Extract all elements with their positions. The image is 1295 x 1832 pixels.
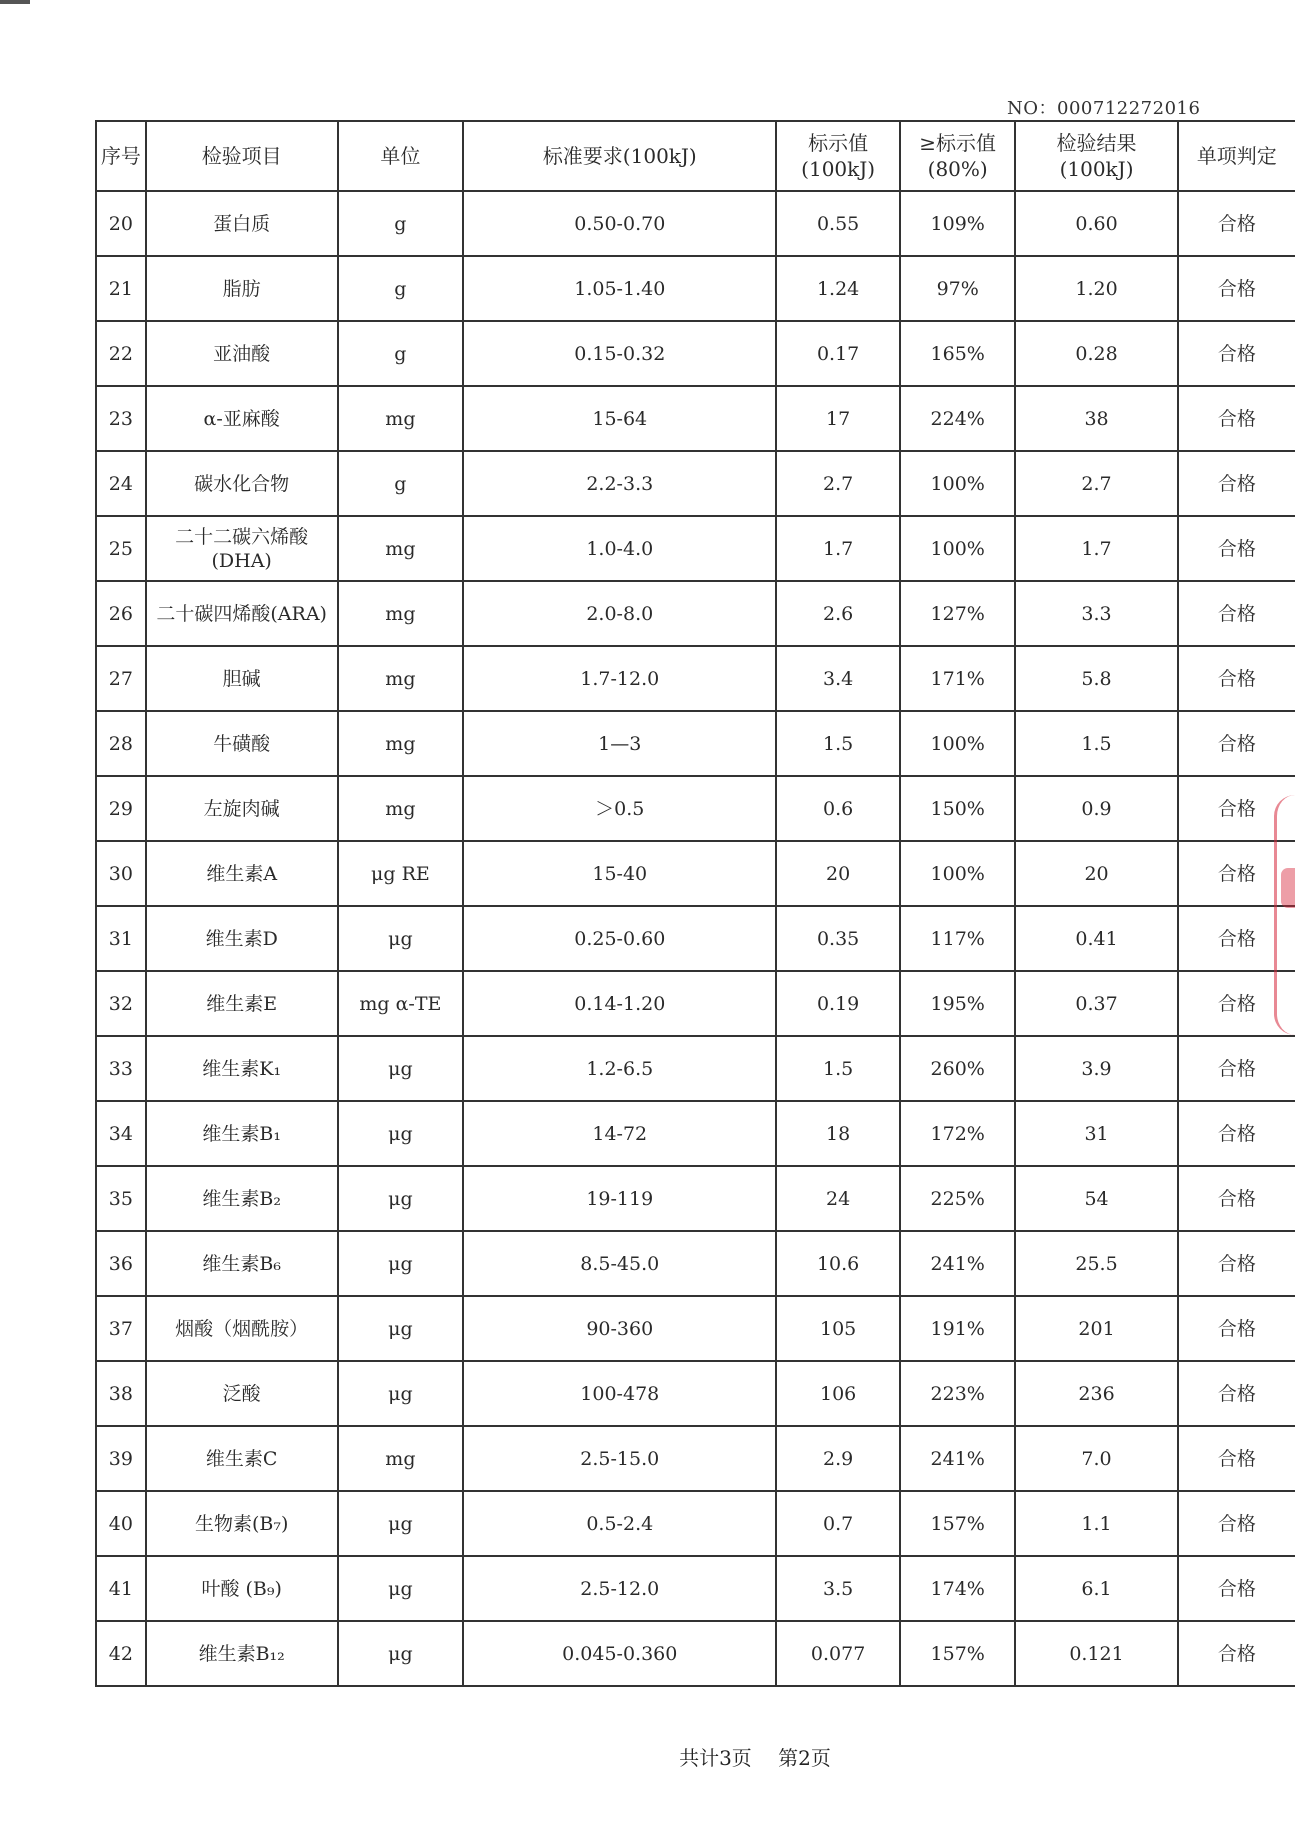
cell-verdict: 合格 [1178,451,1295,516]
cell-item: 牛磺酸 [146,711,338,776]
cell-result: 1.1 [1015,1491,1177,1556]
cell-result: 0.121 [1015,1621,1177,1686]
table-row [96,516,1295,581]
cell-ratio: 109% [900,191,1016,256]
cell-result: 38 [1015,386,1177,451]
table-row [96,1556,1295,1621]
cell-standard: 0.25-0.60 [463,906,776,971]
cell-ratio: 260% [900,1036,1016,1101]
cell-verdict: 合格 [1178,1166,1295,1231]
cell-unit: mg [338,1426,464,1491]
cell-unit: μg [338,1101,464,1166]
cell-no: 31 [96,906,146,971]
table-row [96,256,1295,321]
cell-item: 叶酸 (B₉) [146,1556,338,1621]
cell-verdict: 合格 [1178,646,1295,711]
cell-no: 29 [96,776,146,841]
cell-no: 21 [96,256,146,321]
cell-item: 烟酸（烟酰胺） [146,1296,338,1361]
cell-result: 31 [1015,1101,1177,1166]
cell-result: 0.9 [1015,776,1177,841]
cell-ratio: 127% [900,581,1016,646]
cell-unit: μg [338,1231,464,1296]
cell-no: 23 [96,386,146,451]
cell-ratio: 241% [900,1231,1016,1296]
cell-no: 35 [96,1166,146,1231]
cell-verdict: 合格 [1178,516,1295,581]
cell-no: 25 [96,516,146,581]
cell-label-value: 1.7 [776,516,900,581]
cell-label-value: 106 [776,1361,900,1426]
cell-label-value: 2.9 [776,1426,900,1491]
red-seal-fragment [1274,795,1295,1035]
cell-result: 20 [1015,841,1177,906]
cell-unit: μg [338,906,464,971]
cell-ratio: 172% [900,1101,1016,1166]
cell-result: 54 [1015,1166,1177,1231]
cell-no: 27 [96,646,146,711]
cell-no: 39 [96,1426,146,1491]
cell-standard: 1.05-1.40 [463,256,776,321]
table-row [96,1166,1295,1231]
cell-item: 左旋肉碱 [146,776,338,841]
cell-item: 维生素C [146,1426,338,1491]
col-header-no: 序号 [96,121,146,191]
cell-unit: μg [338,1621,464,1686]
cell-item: 二十碳四烯酸(ARA) [146,581,338,646]
cell-label-value: 0.17 [776,321,900,386]
table-row [96,1101,1295,1166]
cell-label-value: 0.35 [776,906,900,971]
cell-unit: μg [338,1491,464,1556]
table-row [96,1361,1295,1426]
current-page: 第2页 [778,1746,831,1770]
cell-unit: g [338,256,464,321]
cell-verdict: 合格 [1178,1296,1295,1361]
cell-ratio: 100% [900,711,1016,776]
cell-verdict: 合格 [1178,1101,1295,1166]
col-header-label-value: 标示值 (100kJ) [776,121,900,191]
table-row [96,776,1295,841]
cell-result: 0.37 [1015,971,1177,1036]
cell-label-value: 1.5 [776,1036,900,1101]
cell-standard: ＞0.5 [463,776,776,841]
cell-standard: 2.2-3.3 [463,451,776,516]
cell-ratio: 157% [900,1491,1016,1556]
cell-result: 201 [1015,1296,1177,1361]
cell-label-value: 3.4 [776,646,900,711]
col-header-ratio: ≥标示值 (80%) [900,121,1016,191]
cell-ratio: 100% [900,451,1016,516]
cell-standard: 2.5-15.0 [463,1426,776,1491]
table-row [96,1426,1295,1491]
cell-label-value: 24 [776,1166,900,1231]
cell-result: 0.28 [1015,321,1177,386]
cell-result: 0.41 [1015,906,1177,971]
cell-no: 28 [96,711,146,776]
scan-edge-mark [0,0,30,4]
cell-result: 1.7 [1015,516,1177,581]
cell-ratio: 195% [900,971,1016,1036]
table-row [96,1036,1295,1101]
cell-ratio: 241% [900,1426,1016,1491]
cell-item: 维生素K₁ [146,1036,338,1101]
cell-item: 泛酸 [146,1361,338,1426]
cell-result: 3.3 [1015,581,1177,646]
table-row [96,386,1295,451]
cell-standard: 2.0-8.0 [463,581,776,646]
cell-ratio: 171% [900,646,1016,711]
cell-verdict: 合格 [1178,191,1295,256]
cell-ratio: 223% [900,1361,1016,1426]
cell-verdict: 合格 [1178,906,1295,971]
cell-item: 蛋白质 [146,191,338,256]
cell-item: 维生素A [146,841,338,906]
cell-standard: 0.5-2.4 [463,1491,776,1556]
cell-verdict: 合格 [1178,1036,1295,1101]
table-row [96,1296,1295,1361]
cell-label-value: 20 [776,841,900,906]
cell-unit: mg [338,516,464,581]
cell-item: 脂肪 [146,256,338,321]
table-row [96,321,1295,386]
cell-ratio: 117% [900,906,1016,971]
cell-label-value: 2.7 [776,451,900,516]
cell-verdict: 合格 [1178,971,1295,1036]
cell-verdict: 合格 [1178,1491,1295,1556]
cell-item: 维生素D [146,906,338,971]
cell-no: 33 [96,1036,146,1101]
cell-no: 22 [96,321,146,386]
cell-verdict: 合格 [1178,386,1295,451]
cell-no: 37 [96,1296,146,1361]
cell-ratio: 165% [900,321,1016,386]
cell-item: 碳水化合物 [146,451,338,516]
cell-standard: 100-478 [463,1361,776,1426]
table-header-row [96,121,1295,191]
cell-no: 36 [96,1231,146,1296]
red-seal-mark [1281,868,1295,908]
cell-no: 24 [96,451,146,516]
cell-no: 34 [96,1101,146,1166]
cell-item: 亚油酸 [146,321,338,386]
cell-ratio: 224% [900,386,1016,451]
cell-label-value: 1.5 [776,711,900,776]
cell-result: 6.1 [1015,1556,1177,1621]
col-header-unit: 单位 [338,121,464,191]
cell-no: 26 [96,581,146,646]
cell-no: 42 [96,1621,146,1686]
cell-verdict: 合格 [1178,581,1295,646]
cell-standard: 2.5-12.0 [463,1556,776,1621]
cell-unit: mg [338,386,464,451]
cell-unit: μg [338,1036,464,1101]
cell-result: 2.7 [1015,451,1177,516]
cell-unit: μg [338,1296,464,1361]
cell-verdict: 合格 [1178,256,1295,321]
cell-unit: μg [338,1166,464,1231]
cell-unit: mg [338,776,464,841]
cell-result: 25.5 [1015,1231,1177,1296]
cell-verdict: 合格 [1178,1426,1295,1491]
cell-label-value: 0.55 [776,191,900,256]
cell-ratio: 100% [900,841,1016,906]
cell-no: 32 [96,971,146,1036]
cell-no: 20 [96,191,146,256]
cell-standard: 1—3 [463,711,776,776]
table-row [96,906,1295,971]
cell-unit: g [338,451,464,516]
cell-unit: mg α-TE [338,971,464,1036]
table-row [96,711,1295,776]
cell-verdict: 合格 [1178,1361,1295,1426]
cell-no: 40 [96,1491,146,1556]
cell-verdict: 合格 [1178,1231,1295,1296]
cell-standard: 90-360 [463,1296,776,1361]
cell-verdict: 合格 [1178,841,1295,906]
cell-item: 生物素(B₇) [146,1491,338,1556]
cell-label-value: 17 [776,386,900,451]
col-header-standard: 标准要求(100kJ) [463,121,776,191]
col-header-result: 检验结果 (100kJ) [1015,121,1177,191]
cell-item: 维生素B₁ [146,1101,338,1166]
cell-unit: mg [338,711,464,776]
table-row [96,841,1295,906]
cell-standard: 8.5-45.0 [463,1231,776,1296]
cell-label-value: 0.6 [776,776,900,841]
cell-label-value: 10.6 [776,1231,900,1296]
cell-ratio: 97% [900,256,1016,321]
cell-no: 30 [96,841,146,906]
cell-label-value: 0.7 [776,1491,900,1556]
cell-result: 3.9 [1015,1036,1177,1101]
cell-unit: μg RE [338,841,464,906]
cell-label-value: 105 [776,1296,900,1361]
table-row [96,451,1295,516]
table-row [96,581,1295,646]
page-footer [0,1742,1295,1771]
cell-item: 二十二碳六烯酸 (DHA) [146,516,338,581]
cell-result: 236 [1015,1361,1177,1426]
cell-no: 41 [96,1556,146,1621]
cell-standard: 0.14-1.20 [463,971,776,1036]
cell-verdict: 合格 [1178,1621,1295,1686]
col-header-verdict: 单项判定 [1178,121,1295,191]
cell-verdict: 合格 [1178,1556,1295,1621]
cell-ratio: 157% [900,1621,1016,1686]
cell-standard: 15-40 [463,841,776,906]
cell-no: 38 [96,1361,146,1426]
cell-item: 胆碱 [146,646,338,711]
cell-label-value: 0.077 [776,1621,900,1686]
cell-ratio: 225% [900,1166,1016,1231]
total-pages: 共计3页 [679,1746,752,1770]
inspection-table [95,120,1295,1687]
table-row [96,1491,1295,1556]
cell-result: 1.20 [1015,256,1177,321]
cell-unit: μg [338,1556,464,1621]
table-row [96,1621,1295,1686]
cell-ratio: 150% [900,776,1016,841]
cell-item: 维生素B₁₂ [146,1621,338,1686]
cell-unit: μg [338,1361,464,1426]
cell-item: 维生素B₆ [146,1231,338,1296]
cell-result: 0.60 [1015,191,1177,256]
cell-verdict: 合格 [1178,321,1295,386]
table-row [96,1231,1295,1296]
report-number: NO：000712272016 [1007,98,1201,119]
cell-label-value: 1.24 [776,256,900,321]
cell-standard: 15-64 [463,386,776,451]
cell-ratio: 191% [900,1296,1016,1361]
cell-standard: 19-119 [463,1166,776,1231]
cell-standard: 0.15-0.32 [463,321,776,386]
cell-standard: 14-72 [463,1101,776,1166]
table-row [96,646,1295,711]
cell-ratio: 174% [900,1556,1016,1621]
cell-label-value: 3.5 [776,1556,900,1621]
cell-result: 5.8 [1015,646,1177,711]
cell-item: α-亚麻酸 [146,386,338,451]
cell-standard: 1.7-12.0 [463,646,776,711]
cell-standard: 0.045-0.360 [463,1621,776,1686]
table-row [96,971,1295,1036]
cell-verdict: 合格 [1178,711,1295,776]
cell-result: 1.5 [1015,711,1177,776]
cell-unit: mg [338,646,464,711]
table-row [96,191,1295,256]
cell-standard: 0.50-0.70 [463,191,776,256]
cell-result: 7.0 [1015,1426,1177,1491]
cell-label-value: 0.19 [776,971,900,1036]
cell-label-value: 2.6 [776,581,900,646]
cell-standard: 1.2-6.5 [463,1036,776,1101]
cell-unit: mg [338,581,464,646]
cell-unit: g [338,321,464,386]
col-header-item: 检验项目 [146,121,338,191]
cell-ratio: 100% [900,516,1016,581]
cell-label-value: 18 [776,1101,900,1166]
cell-standard: 1.0-4.0 [463,516,776,581]
cell-verdict: 合格 [1178,776,1295,841]
cell-item: 维生素B₂ [146,1166,338,1231]
cell-unit: g [338,191,464,256]
cell-item: 维生素E [146,971,338,1036]
